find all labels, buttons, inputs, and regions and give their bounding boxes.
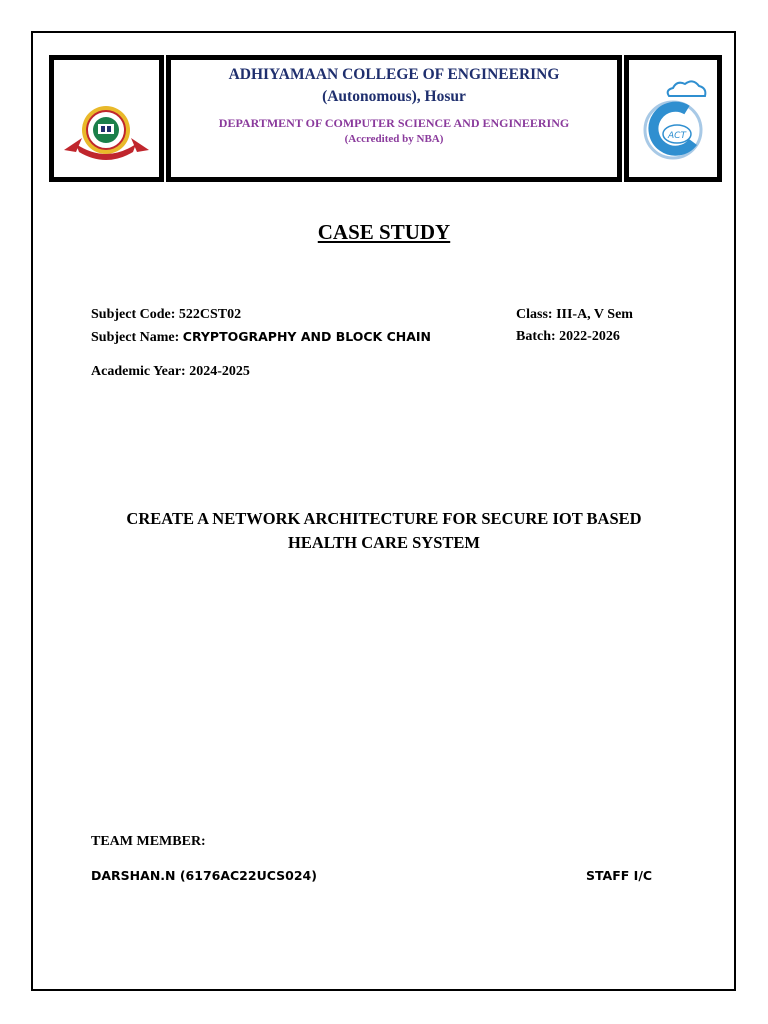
batch-value: 2022-2026 <box>559 329 620 344</box>
college-location: (Autonomous), Hosur <box>322 88 466 105</box>
college-name: ADHIYAMAAN COLLEGE OF ENGINEERING <box>228 66 560 83</box>
subject-name-row <box>91 329 431 346</box>
college-header <box>166 55 622 182</box>
subject-code-value: 522CST02 <box>178 307 242 322</box>
college-emblem-icon <box>54 60 159 177</box>
project-title-line2: HEALTH CARE SYSTEM <box>288 533 480 552</box>
team-member: DARSHAN.N (6176AC22UCS024) <box>91 868 317 883</box>
project-title-line1: CREATE A NETWORK ARCHITECTURE FOR SECURE IOT BASED <box>126 509 642 528</box>
subject-code-label: Subject Code: <box>91 307 179 322</box>
act-logo-label: ACT <box>668 131 686 141</box>
batch-label: Batch: <box>516 329 560 344</box>
academic-year-label: Academic Year: <box>91 364 190 379</box>
class-label: Class: <box>516 307 557 322</box>
academic-year-value: 2024-2025 <box>189 364 250 379</box>
batch-row <box>516 329 620 345</box>
academic-year-row <box>91 364 250 380</box>
accreditation: (Accredited by NBA) <box>344 133 444 145</box>
class-value: III-A, V Sem <box>556 307 633 322</box>
subject-name-label: Subject Name: <box>91 330 183 345</box>
act-logo-frame <box>624 55 722 182</box>
staff-in-charge: STAFF I/C <box>586 868 653 883</box>
case-study-title: CASE STUDY <box>317 220 451 244</box>
team-heading: TEAM MEMBER: <box>91 834 206 849</box>
act-logo-icon <box>629 60 717 177</box>
subject-name-value: CRYPTOGRAPHY AND BLOCK CHAIN <box>182 329 432 344</box>
subject-code-row <box>91 307 241 323</box>
college-logo-frame <box>49 55 164 182</box>
department-name: DEPARTMENT OF COMPUTER SCIENCE AND ENGINEERING <box>218 116 570 130</box>
class-row <box>516 307 633 323</box>
